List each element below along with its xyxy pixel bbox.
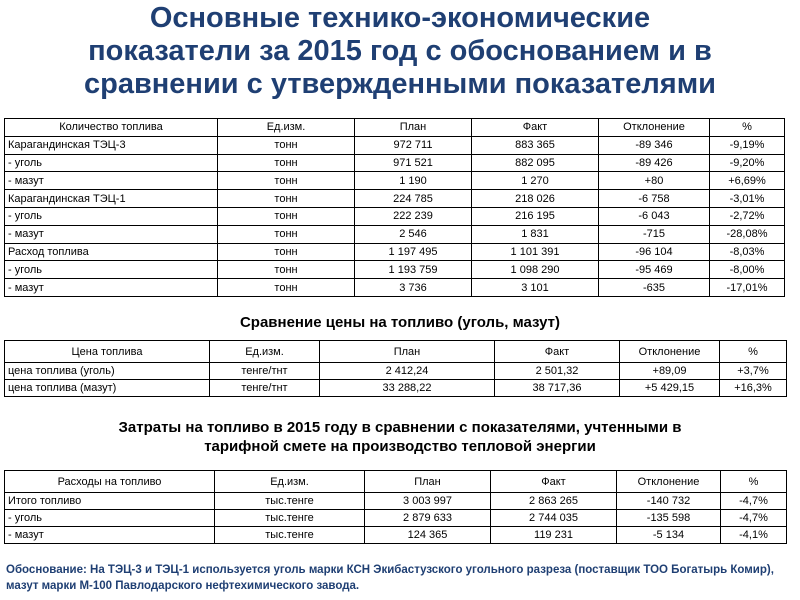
table-cell: 119 231	[491, 527, 617, 544]
table-cell: тенге/тнт	[210, 380, 320, 397]
table-cell: -2,72%	[710, 207, 785, 225]
table-row	[5, 510, 787, 527]
table-cell: -715	[599, 225, 710, 243]
cost-section-title-line-2: тарифной смете на производство тепловой энергии	[204, 438, 596, 455]
table-cell: 1 193 759	[355, 261, 472, 279]
col-header: %	[721, 471, 787, 493]
row-label-cell: - мазут	[5, 527, 215, 544]
page-title	[0, 2, 800, 101]
table-cell: 3 003 997	[365, 493, 491, 510]
table-cell: -140 732	[617, 493, 721, 510]
row-label-cell: Итого топливо	[5, 493, 215, 510]
row-label-cell: - уголь	[5, 261, 218, 279]
table-cell: -6 758	[599, 190, 710, 208]
table-cell: 971 521	[355, 154, 472, 172]
cost-section-title-line-1: Затраты на топливо в 2015 году в сравнении с показателями, учтенными в	[118, 419, 682, 436]
fuel-costs-header	[5, 471, 787, 493]
table-cell: -4,7%	[721, 510, 787, 527]
fuel-costs-table	[4, 470, 787, 544]
table-row	[5, 380, 787, 397]
table-cell: 972 711	[355, 136, 472, 154]
table-cell: 2 744 035	[491, 510, 617, 527]
table-row	[5, 261, 785, 279]
fuel-price-body	[5, 363, 787, 397]
table-cell: 216 195	[472, 207, 599, 225]
table-cell: тонн	[218, 207, 355, 225]
table-row	[5, 243, 785, 261]
table-cell: -135 598	[617, 510, 721, 527]
table-cell: -89 426	[599, 154, 710, 172]
table-cell: 1 101 391	[472, 243, 599, 261]
table-cell: тенге/тнт	[210, 363, 320, 380]
table-cell: -8,03%	[710, 243, 785, 261]
price-section-title: Сравнение цены на топливо (уголь, мазут)	[239, 314, 561, 331]
table-cell: 1 831	[472, 225, 599, 243]
table-cell: +80	[599, 172, 710, 190]
table-cell: 38 717,36	[495, 380, 620, 397]
table-cell: 1 190	[355, 172, 472, 190]
col-header: Ед.изм.	[218, 119, 355, 137]
table-cell: тонн	[218, 190, 355, 208]
table-cell: 2 863 265	[491, 493, 617, 510]
table-row	[5, 154, 785, 172]
col-header: План	[365, 471, 491, 493]
table-cell: тонн	[218, 172, 355, 190]
table-cell: +89,09	[620, 363, 720, 380]
fuel-price-table	[4, 340, 787, 397]
table-row	[5, 136, 785, 154]
table-cell: -95 469	[599, 261, 710, 279]
cost-section-title	[0, 418, 800, 456]
row-label-cell: - уголь	[5, 207, 218, 225]
row-label-cell: - уголь	[5, 510, 215, 527]
table-cell: +6,69%	[710, 172, 785, 190]
col-header: План	[320, 341, 495, 363]
fuel-costs-body	[5, 493, 787, 544]
table-row	[5, 225, 785, 243]
col-header: %	[710, 119, 785, 137]
col-header: Факт	[472, 119, 599, 137]
table-cell: -3,01%	[710, 190, 785, 208]
row-label-cell: цена топлива (мазут)	[5, 380, 210, 397]
table-cell: +5 429,15	[620, 380, 720, 397]
table-cell: +16,3%	[720, 380, 787, 397]
col-header: Цена топлива	[5, 341, 210, 363]
table-cell: -4,1%	[721, 527, 787, 544]
fuel-quantity-table	[4, 118, 785, 297]
table-cell: тонн	[218, 225, 355, 243]
col-header: Количество топлива	[5, 119, 218, 137]
col-header: Ед.изм.	[210, 341, 320, 363]
table-cell: 3 101	[472, 279, 599, 297]
page-title-line-2: показатели за 2015 год с обоснованием и в	[88, 35, 712, 67]
table-row	[5, 207, 785, 225]
table-cell: тыс.тенге	[215, 493, 365, 510]
table-cell: -89 346	[599, 136, 710, 154]
col-header: Расходы на топливо	[5, 471, 215, 493]
table-cell: -17,01%	[710, 279, 785, 297]
table-row	[5, 172, 785, 190]
table-cell: 3 736	[355, 279, 472, 297]
table-row	[5, 279, 785, 297]
table-cell: 1 270	[472, 172, 599, 190]
row-label-cell: - уголь	[5, 154, 218, 172]
row-label-cell: - мазут	[5, 225, 218, 243]
table-row	[5, 190, 785, 208]
fuel-quantity-header	[5, 119, 785, 137]
table-cell: 883 365	[472, 136, 599, 154]
table-cell: -8,00%	[710, 261, 785, 279]
table-cell: тонн	[218, 154, 355, 172]
table-cell: -5 134	[617, 527, 721, 544]
col-header: Факт	[491, 471, 617, 493]
col-header: %	[720, 341, 787, 363]
table-cell: -28,08%	[710, 225, 785, 243]
page-title-line-1: Основные технико-экономические	[149, 2, 651, 34]
table-cell: -6 043	[599, 207, 710, 225]
table-cell: 882 095	[472, 154, 599, 172]
fuel-quantity-body	[5, 136, 785, 296]
table-cell: тыс.тенге	[215, 527, 365, 544]
table-cell: 2 501,32	[495, 363, 620, 380]
table-cell: 218 026	[472, 190, 599, 208]
row-label-cell: - мазут	[5, 172, 218, 190]
col-header: Ед.изм.	[215, 471, 365, 493]
table-cell: 1 098 290	[472, 261, 599, 279]
row-label-cell: Карагандинская ТЭЦ-3	[5, 136, 218, 154]
table-cell: 2 412,24	[320, 363, 495, 380]
table-cell: -96 104	[599, 243, 710, 261]
table-cell: -9,19%	[710, 136, 785, 154]
row-label-cell: Карагандинская ТЭЦ-1	[5, 190, 218, 208]
col-header: Отклонение	[617, 471, 721, 493]
table-cell: тонн	[218, 261, 355, 279]
justification-note: Обоснование: На ТЭЦ-3 и ТЭЦ-1 используется уголь марки КСН Экибастузского угольного разреза (поставщик ТОО Богатырь Комир), мазут марки М-100 Павлодарского нефтехимического завода.	[6, 564, 774, 592]
table-cell: +3,7%	[720, 363, 787, 380]
col-header: Факт	[495, 341, 620, 363]
row-label-cell: - мазут	[5, 279, 218, 297]
table-row	[5, 527, 787, 544]
table-cell: 224 785	[355, 190, 472, 208]
table-cell: 2 546	[355, 225, 472, 243]
col-header: Отклонение	[599, 119, 710, 137]
col-header: План	[355, 119, 472, 137]
col-header: Отклонение	[620, 341, 720, 363]
row-label-cell: Расход топлива	[5, 243, 218, 261]
row-label-cell: цена топлива (уголь)	[5, 363, 210, 380]
fuel-price-header	[5, 341, 787, 363]
table-cell: 1 197 495	[355, 243, 472, 261]
table-cell: 222 239	[355, 207, 472, 225]
table-cell: тонн	[218, 136, 355, 154]
page-title-line-3: сравнении с утвержденными показателями	[83, 68, 717, 100]
table-cell: тонн	[218, 279, 355, 297]
table-cell: тыс.тенге	[215, 510, 365, 527]
table-cell: тонн	[218, 243, 355, 261]
table-row	[5, 363, 787, 380]
table-cell: -635	[599, 279, 710, 297]
table-cell: 33 288,22	[320, 380, 495, 397]
table-row	[5, 493, 787, 510]
table-cell: 2 879 633	[365, 510, 491, 527]
table-cell: 124 365	[365, 527, 491, 544]
table-cell: -4,7%	[721, 493, 787, 510]
table-cell: -9,20%	[710, 154, 785, 172]
